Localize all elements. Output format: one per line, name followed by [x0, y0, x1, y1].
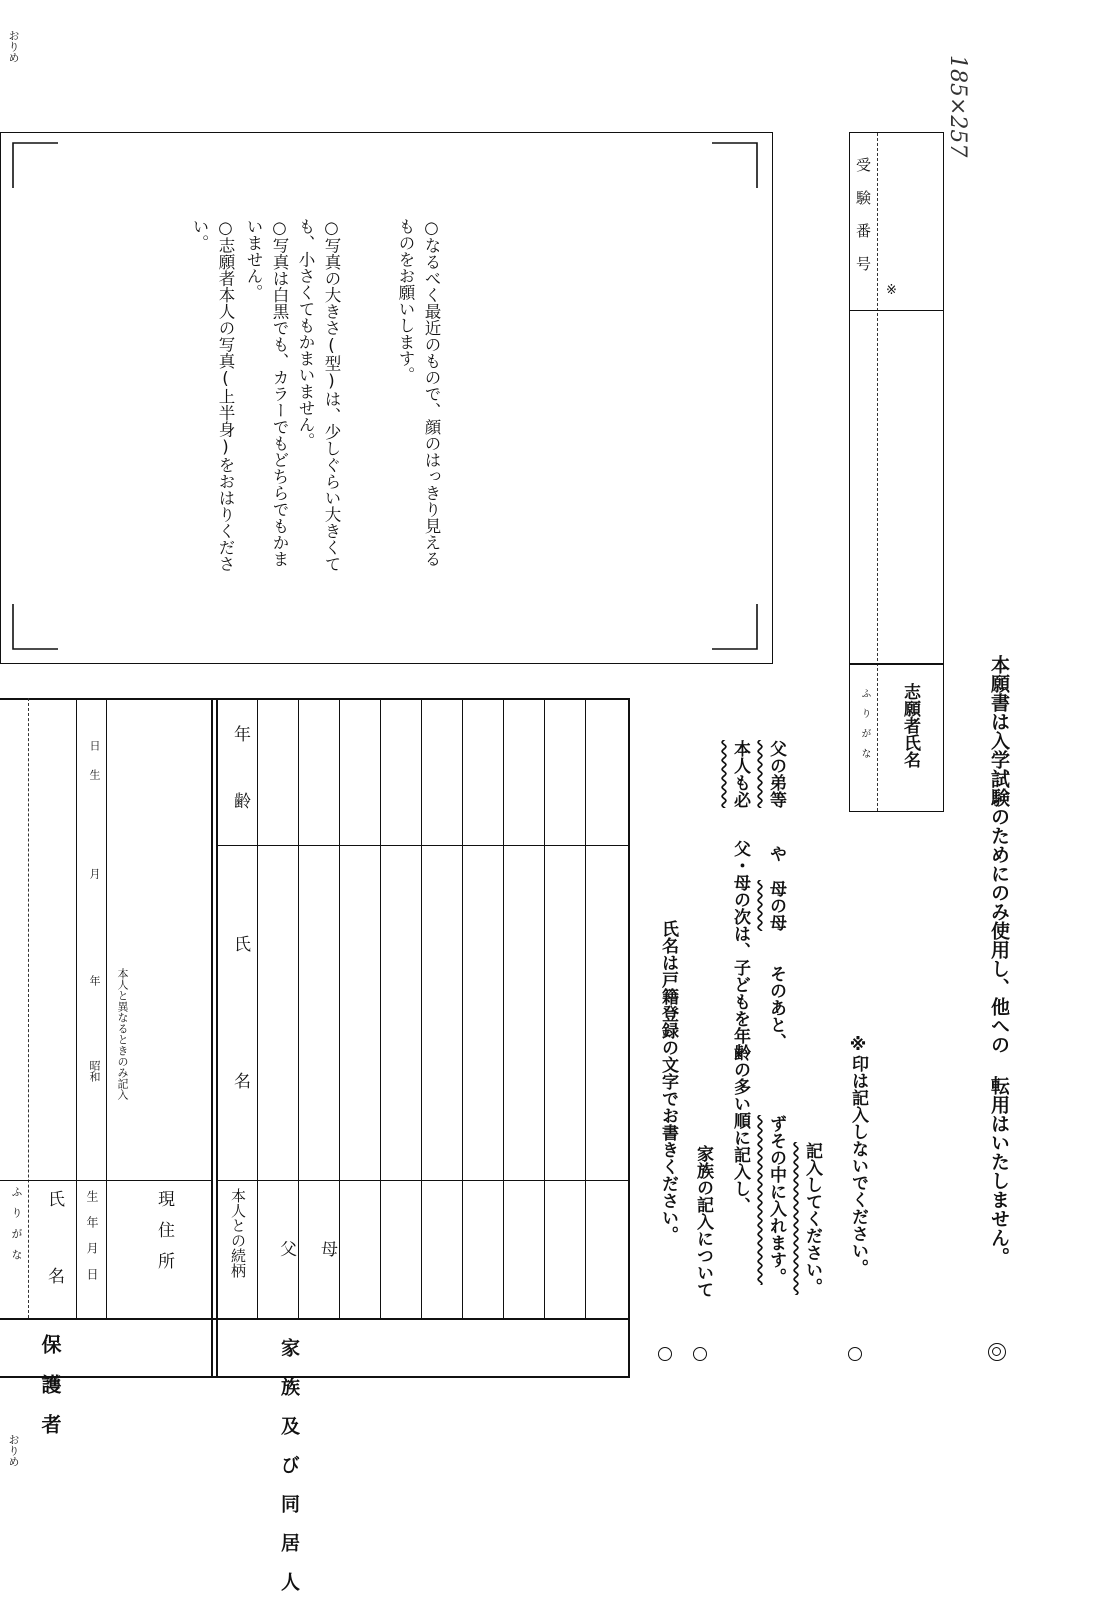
column-header-relation: 本人との続柄	[229, 1188, 247, 1278]
note-bullet-4	[988, 1343, 1006, 1361]
family-section-label: 家族及び同居人	[278, 1338, 300, 1611]
guardian-day: 日生	[88, 740, 101, 798]
note-bullet-1	[658, 1347, 672, 1361]
note-3: ※印は記入しないでください。	[848, 1035, 868, 1276]
guardian-name-label: 氏名	[44, 1190, 64, 1344]
applicant-furigana-label: ふりがな	[859, 688, 870, 768]
photo-area[interactable]	[0, 132, 773, 664]
guardian-address-label: 現住所	[154, 1190, 174, 1283]
photo-instruction-2: ○写真は白黒でも、カラーでもどちらでもかまいません。	[244, 218, 289, 567]
applicant-name-label: 志願者氏名	[900, 683, 920, 768]
applicant-name-field[interactable]	[878, 311, 943, 662]
guardian-furigana-label: ふりがな	[10, 1186, 23, 1270]
crop-corner-top-right	[712, 142, 758, 188]
photo-instruction-3: ○写真の大きさ(型)は、少しぐらい大きくても、小さくてもかまいません。	[296, 218, 341, 572]
family-row-father: 父	[276, 1240, 296, 1257]
note-2-body-c: ずその中に入れます。	[766, 1115, 786, 1285]
note-2-body-a: 父・母の次は、子どもを年齢の多い順に記入し、	[730, 840, 750, 1214]
note-bullet-3	[848, 1347, 862, 1361]
note-2-body-h: 記入してください。	[802, 1142, 822, 1295]
note-2-body-b: 本人も必	[730, 740, 750, 808]
guardian-era: 昭和	[88, 1060, 101, 1082]
crop-corner-top-left	[12, 142, 58, 188]
guardian-dob-label: 生年月日	[85, 1190, 99, 1294]
note-2-body-d: そのあと、	[766, 965, 786, 1050]
note-bullet-2	[693, 1347, 707, 1361]
photo-instruction-4: ○なるべく最近のもので、顔のはっきり見えるものをお願いします。	[396, 218, 441, 567]
crop-corner-bottom-left	[12, 604, 58, 650]
applicant-asterisk: ※	[884, 283, 899, 298]
handwritten-note: 185×257	[945, 55, 970, 158]
note-2-body-g: 父の弟等	[766, 740, 786, 808]
note-2-body-f: や	[766, 845, 786, 862]
fold-mark-bottom: おりめ	[7, 1434, 20, 1467]
note-2-title: 家族の記入について	[693, 1145, 713, 1298]
fold-mark-top: おりめ	[7, 30, 20, 63]
note-4: 本願書は入学試験のためにのみ使用し、他への 転用はいたしません。	[988, 655, 1010, 1266]
guardian-section-label: 保護者	[38, 1334, 62, 1454]
note-2-body-e: 母の母	[766, 880, 786, 931]
guardian-month: 月	[88, 868, 101, 879]
column-header-name: 氏名	[230, 935, 250, 1209]
note-1: 氏名は戸籍登録の文字でお書きください。	[658, 920, 678, 1243]
family-row-mother: 母	[317, 1240, 337, 1257]
column-header-age: 年齢	[230, 725, 250, 859]
applicant-exam-number-label: 受験番号	[854, 157, 872, 289]
guardian-year: 年	[88, 975, 101, 986]
crop-corner-bottom-right	[712, 604, 758, 650]
photo-instruction-1: ○志願者本人の写真(上半身)をおはりください。	[190, 218, 235, 572]
guardian-address-note: 本人と異なるときのみ記入	[116, 968, 129, 1100]
exam-number-field[interactable]	[878, 133, 943, 309]
